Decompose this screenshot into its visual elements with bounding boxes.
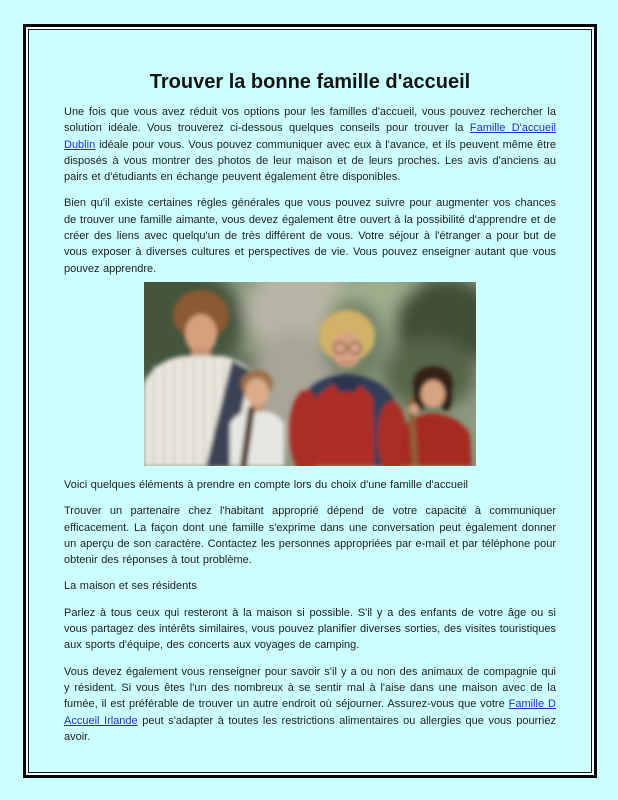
- paragraph-intro-text-post: idéale pour vous. Vous pouvez communiquer avec eux à l'avance, et ils peuvent même être disposés à vous montrer des photos de leur maison et de leurs proches. Les avis d'anciens au pairs et d'étudiants en échange peuvent également être disponibles.: [64, 138, 556, 184]
- paragraph-rules: Bien qu'il existe certaines règles générales que vous pouvez suivre pour augmenter vos chances de trouver une famille aimante, vous devez également être ouvert à la possibilité d'apprendre et de créer des liens avec quelqu'un de très différent de vous. Votre séjour à l'étranger a pour but de vous exposer à diverses cultures et perspectives de vie. Vous pouvez enseigner autant que vous pouvez apprendre.: [64, 197, 556, 275]
- paragraph-intro: [64, 104, 556, 185]
- paragraph-pets: [64, 664, 556, 745]
- document-title: Trouver la bonne famille d'accueil: [149, 71, 471, 93]
- paragraph-residents: Parlez à tous ceux qui resteront à la maison si possible. S'il y a des enfants de votre âge ou si vous partagez des intérêts similaires, vous pouvez planifier diverses sorties, des visites touristiques aux sports d'équipe, des concerts aux voyages de camping.: [64, 606, 556, 652]
- page-content-area: [28, 29, 592, 773]
- link-famille-daccueil-dublin[interactable]: Famille D'accueil Dublin: [64, 122, 556, 151]
- paragraph-communication: Trouver un partenaire chez l'habitant approprié dépend de votre capacité à communiquer efficacement. La façon dont une famille s'exprime dans une conversation peut également donner un aperçu de son caractère. Contactez les personnes appropriées par e-mail et par téléphone pour obtenir des réponses à tout problème.: [64, 505, 556, 567]
- paragraph-pets-text-post: peut s'adapter à toutes les restrictions alimentaires ou allergies que vous pourriez avoir.: [64, 714, 556, 743]
- family-photo: [144, 282, 476, 466]
- photo-caption: Voici quelques éléments à prendre en compte lors du choix d'une famille d'accueil: [64, 478, 468, 491]
- page-border-frame: [23, 24, 597, 778]
- paragraph-intro-text-pre: Une fois que vous avez réduit vos options pour les familles d'accueil, vous pouvez rechercher la solution idéale. Vous trouverez ci-dessous quelques conseils pour trouver la: [64, 106, 556, 135]
- section-subheading: La maison et ses résidents: [64, 580, 197, 593]
- paragraph-pets-text-pre: Vous devez également vous renseigner pour savoir s'il y a ou non des animaux de compagnie qui y résident. Si vous êtes l'un des nombreux à se sentir mal à l'aise dans une maison avec de la fumée, il est préférable de trouver un autre endroit où séjourner. Assurez-vous que votre: [64, 665, 556, 711]
- link-famille-d-accueil-irlande[interactable]: Famille D Accueil Irlande: [64, 698, 556, 727]
